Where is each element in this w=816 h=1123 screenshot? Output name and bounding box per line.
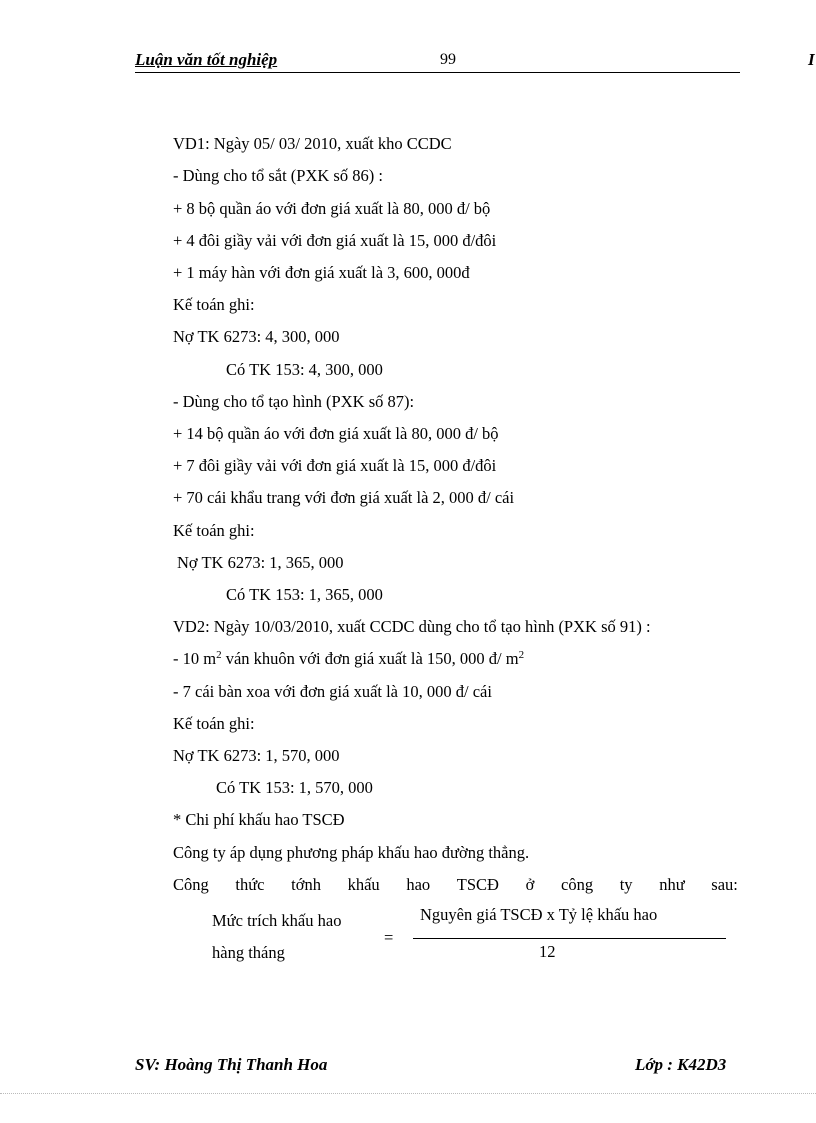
usage-group-shaping: - Dùng cho tổ tạo hình (PXK số 87): bbox=[173, 392, 415, 411]
credit-entry: Có TK 153: 4, 300, 000 bbox=[226, 360, 383, 379]
footer-student: SV: Hoàng Thị Thanh Hoa bbox=[135, 1055, 328, 1074]
page-header bbox=[135, 50, 740, 73]
formula-left-line1: Mức trích khấu hao bbox=[212, 911, 342, 930]
header-title: Luận văn tốt nghiệp bbox=[135, 50, 278, 69]
word: Công bbox=[173, 875, 209, 894]
accounting-entry-label: Kế toán ghi: bbox=[173, 295, 255, 314]
item-line: + 70 cái khẩu trang với đơn giá xuất là 2, 000 đ/ cái bbox=[173, 488, 515, 507]
word: như bbox=[659, 875, 685, 894]
accounting-entry-label: Kế toán ghi: bbox=[173, 521, 255, 540]
formula-left-side bbox=[212, 905, 341, 969]
formula-numerator: Nguyên giá TSCĐ x Tỷ lệ khấu hao bbox=[420, 905, 658, 924]
formula-intro-line bbox=[173, 875, 738, 895]
fraction-bar bbox=[413, 938, 726, 939]
item-text: ván khuôn với đơn giá xuất là 150, 000 đ/ m bbox=[221, 649, 519, 668]
word: sau: bbox=[711, 875, 738, 894]
accounting-entry-label: Kế toán ghi: bbox=[173, 714, 255, 733]
item-line: + 14 bộ quần áo với đơn giá xuất là 80, 000 đ/ bộ bbox=[173, 424, 499, 443]
debit-entry: Nợ TK 6273: 1, 570, 000 bbox=[173, 746, 340, 765]
debit-entry: Nợ TK 6273: 4, 300, 000 bbox=[173, 327, 340, 346]
word: thức bbox=[235, 875, 265, 894]
header-cut-text: I bbox=[808, 50, 815, 69]
word: công bbox=[561, 875, 594, 894]
debit-entry: Nợ TK 6273: 1, 365, 000 bbox=[177, 553, 344, 572]
example-1-heading: VD1: Ngày 05/ 03/ 2010, xuất kho CCDC bbox=[173, 134, 452, 153]
item-text: - 10 m bbox=[173, 649, 217, 668]
method-sentence: Công ty áp dụng phương pháp khấu hao đường thẳng. bbox=[173, 843, 530, 862]
footer-class: Lớp : K42D3 bbox=[635, 1055, 727, 1074]
word: tớnh bbox=[291, 875, 321, 894]
formula-left-line2: hàng tháng bbox=[212, 943, 285, 962]
word: hao bbox=[406, 875, 431, 894]
credit-entry: Có TK 153: 1, 365, 000 bbox=[226, 585, 383, 604]
item-line-formwork bbox=[173, 649, 524, 669]
section-depreciation: * Chi phí khấu hao TSCĐ bbox=[173, 810, 345, 829]
word: TSCĐ bbox=[456, 875, 499, 894]
word: khấu bbox=[347, 875, 380, 894]
word: ở bbox=[525, 875, 535, 894]
example-2-heading: VD2: Ngày 10/03/2010, xuất CCDC dùng cho tổ tạo hình (PXK số 91) : bbox=[173, 617, 651, 636]
superscript: 2 bbox=[518, 649, 525, 661]
item-line: + 7 đôi giầy vải với đơn giá xuất là 15, 000 đ/đôi bbox=[173, 456, 497, 475]
page-number: 99 bbox=[440, 51, 456, 68]
item-line: + 4 đôi giầy vải với đơn giá xuất là 15, 000 đ/đôi bbox=[173, 231, 497, 250]
usage-group-iron: - Dùng cho tổ sắt (PXK số 86) : bbox=[173, 166, 383, 185]
item-line: + 8 bộ quần áo với đơn giá xuất là 80, 000 đ/ bộ bbox=[173, 199, 491, 218]
item-line: - 7 cái bàn xoa với đơn giá xuất là 10, 000 đ/ cái bbox=[173, 682, 492, 701]
item-line: + 1 máy hàn với đơn giá xuất là 3, 600, 000đ bbox=[173, 263, 470, 282]
superscript: 2 bbox=[216, 649, 222, 661]
page-bottom-divider bbox=[0, 1093, 816, 1094]
word: ty bbox=[619, 875, 633, 894]
formula-equals: = bbox=[384, 928, 394, 947]
formula-denominator: 12 bbox=[539, 942, 556, 961]
credit-entry: Có TK 153: 1, 570, 000 bbox=[216, 778, 373, 797]
